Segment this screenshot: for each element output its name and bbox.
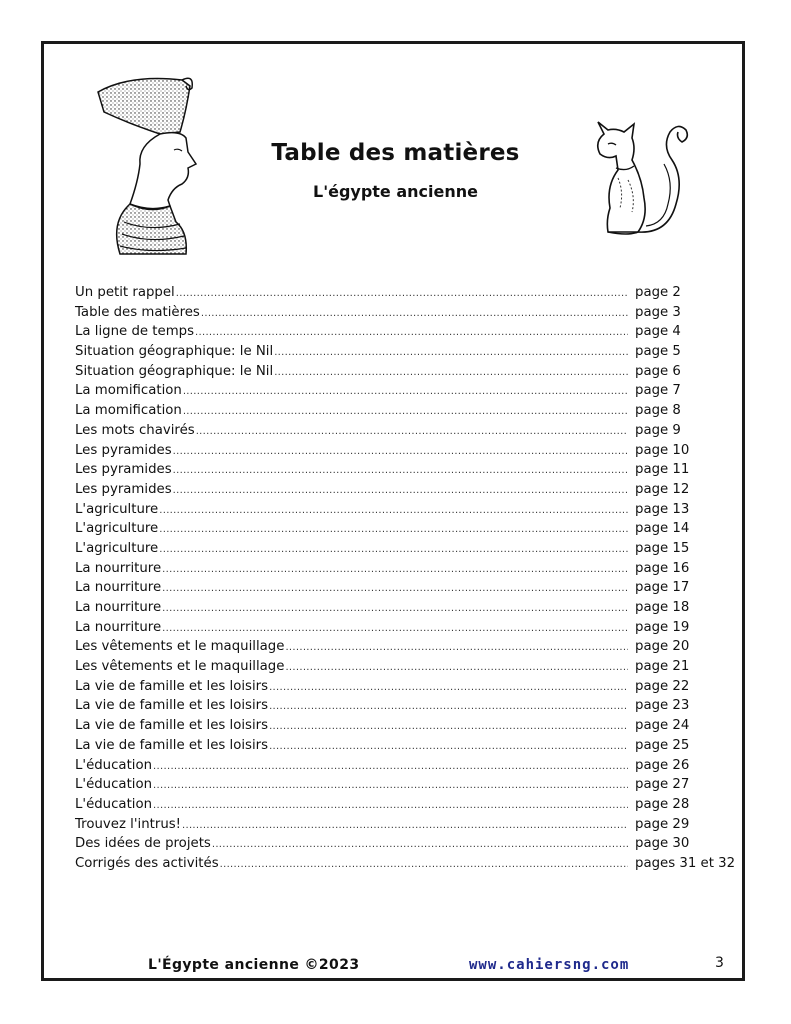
toc-dot-leader bbox=[173, 442, 628, 462]
toc-entry bbox=[75, 401, 735, 421]
toc-dot-leader bbox=[162, 560, 628, 580]
toc-entry-page: page 16 bbox=[635, 560, 690, 576]
toc-entry-page: page 12 bbox=[635, 481, 690, 497]
toc-dot-leader bbox=[220, 855, 628, 875]
toc-dot-leader bbox=[183, 382, 628, 402]
toc-dot-leader bbox=[182, 816, 628, 836]
toc-dot-leader bbox=[162, 599, 628, 619]
toc-entry bbox=[75, 460, 735, 480]
toc-dot-leader bbox=[162, 619, 628, 639]
toc-entry-title: L'éducation bbox=[75, 757, 153, 773]
toc-entry bbox=[75, 677, 735, 697]
footer-book-title: L'Égypte ancienne ©2023 bbox=[148, 957, 360, 973]
toc-entry-page: page 19 bbox=[635, 619, 690, 635]
toc-entry-page: page 14 bbox=[635, 521, 690, 537]
toc-entry bbox=[75, 618, 735, 638]
toc-dot-leader bbox=[153, 757, 628, 777]
toc-entry bbox=[75, 421, 735, 441]
toc-entry bbox=[75, 342, 735, 362]
toc-entry-title: Les vêtements et le maquillage bbox=[75, 659, 285, 675]
toc-dot-leader bbox=[269, 717, 628, 737]
footer-website-link[interactable]: www.cahiersng.com bbox=[469, 957, 630, 973]
toc-entry-page: page 11 bbox=[635, 462, 690, 478]
toc-entry-title: La momification bbox=[75, 403, 182, 419]
toc-entry bbox=[75, 795, 735, 815]
toc-entry-page: page 27 bbox=[635, 777, 690, 793]
toc-entry-page: page 23 bbox=[635, 698, 690, 714]
toc-entry bbox=[75, 736, 735, 756]
toc-entry-title: La vie de famille et les loisirs bbox=[75, 718, 269, 734]
toc-entry-title: La momification bbox=[75, 383, 182, 399]
toc-dot-leader bbox=[212, 835, 628, 855]
toc-entry-title: Corrigés des activités bbox=[75, 855, 219, 871]
toc-entry bbox=[75, 500, 735, 520]
toc-entry-title: Les pyramides bbox=[75, 462, 172, 478]
toc-entry-page: page 6 bbox=[635, 363, 681, 379]
toc-entry bbox=[75, 441, 735, 461]
toc-entry-page: page 24 bbox=[635, 718, 690, 734]
toc-entry-title: La vie de famille et les loisirs bbox=[75, 698, 269, 714]
toc-entry-title: La nourriture bbox=[75, 600, 162, 615]
toc-dot-leader bbox=[285, 658, 628, 678]
toc-entry-page: page 10 bbox=[635, 442, 690, 458]
toc-entry-page: page 5 bbox=[635, 344, 681, 360]
toc-dot-leader bbox=[159, 540, 628, 560]
toc-entry-page: page 29 bbox=[635, 816, 690, 832]
toc-dot-leader bbox=[173, 461, 628, 481]
toc-entry bbox=[75, 756, 735, 776]
document-subtitle: L'égypte ancienne bbox=[313, 182, 478, 201]
document-title: Table des matières bbox=[271, 140, 520, 166]
toc-entry-title: Un petit rappel bbox=[75, 285, 175, 300]
toc-entry-page: page 17 bbox=[635, 580, 690, 596]
toc-entry-title: L'agriculture bbox=[75, 540, 159, 556]
toc-entry-title: Les vêtements et le maquillage bbox=[75, 639, 285, 655]
toc-entry-title: Les pyramides bbox=[75, 442, 172, 458]
toc-entry-page: page 15 bbox=[635, 540, 690, 556]
toc-entry-page: page 13 bbox=[635, 501, 690, 517]
toc-entry bbox=[75, 815, 735, 835]
toc-entry bbox=[75, 834, 735, 854]
toc-entry-title: Situation géographique: le Nil bbox=[75, 344, 274, 360]
toc-entry-page: page 2 bbox=[635, 285, 681, 300]
toc-entry bbox=[75, 322, 735, 342]
toc-entry-page: page 4 bbox=[635, 324, 681, 340]
toc-dot-leader bbox=[159, 501, 628, 521]
toc-entry-page: page 22 bbox=[635, 678, 690, 694]
toc-dot-leader bbox=[201, 304, 628, 324]
toc-entry bbox=[75, 657, 735, 677]
toc-dot-leader bbox=[195, 323, 628, 343]
toc-entry bbox=[75, 775, 735, 795]
toc-entry-title: La nourriture bbox=[75, 580, 162, 596]
toc-entry-title: Table des matières bbox=[75, 304, 200, 320]
toc-dot-leader bbox=[269, 678, 628, 698]
toc-entry bbox=[75, 559, 735, 579]
toc-entry bbox=[75, 381, 735, 401]
toc-entry-page: page 7 bbox=[635, 383, 681, 399]
toc-entry-title: L'agriculture bbox=[75, 501, 159, 517]
toc-entry bbox=[75, 696, 735, 716]
toc-entry-title: L'éducation bbox=[75, 796, 153, 812]
toc-dot-leader bbox=[183, 402, 628, 422]
toc-entry-page: page 21 bbox=[635, 659, 690, 675]
egyptian-cat-icon bbox=[588, 108, 693, 238]
toc-dot-leader bbox=[159, 520, 628, 540]
toc-entry-title: La nourriture bbox=[75, 560, 162, 576]
table-of-contents bbox=[75, 283, 735, 874]
toc-entry-title: Situation géographique: le Nil bbox=[75, 363, 274, 379]
toc-dot-leader bbox=[173, 481, 628, 501]
toc-entry bbox=[75, 362, 735, 382]
toc-entry bbox=[75, 854, 735, 874]
toc-entry-title: La vie de famille et les loisirs bbox=[75, 678, 269, 694]
toc-dot-leader bbox=[153, 776, 628, 796]
toc-dot-leader bbox=[153, 796, 628, 816]
toc-entry-page: page 26 bbox=[635, 757, 690, 773]
toc-entry-page: page 30 bbox=[635, 836, 690, 852]
toc-entry bbox=[75, 283, 735, 303]
toc-entry bbox=[75, 539, 735, 559]
toc-entry bbox=[75, 303, 735, 323]
toc-entry bbox=[75, 578, 735, 598]
toc-entry-page: page 25 bbox=[635, 737, 690, 753]
toc-dot-leader bbox=[176, 284, 628, 304]
toc-dot-leader bbox=[269, 697, 628, 717]
toc-entry-page: page 8 bbox=[635, 403, 681, 419]
toc-entry-title: L'agriculture bbox=[75, 521, 159, 537]
toc-entry-page: page 18 bbox=[635, 600, 690, 615]
toc-entry-page: page 3 bbox=[635, 304, 681, 320]
toc-entry-title: La vie de famille et les loisirs bbox=[75, 737, 269, 753]
toc-entry bbox=[75, 519, 735, 539]
toc-entry bbox=[75, 716, 735, 736]
footer-page-number: 3 bbox=[715, 955, 724, 971]
toc-entry-page: pages 31 et 32 bbox=[635, 855, 736, 871]
toc-entry bbox=[75, 480, 735, 500]
toc-entry-title: Les pyramides bbox=[75, 481, 172, 497]
toc-dot-leader bbox=[269, 737, 628, 757]
toc-entry-title: L'éducation bbox=[75, 777, 153, 793]
toc-entry-page: page 9 bbox=[635, 422, 681, 438]
toc-dot-leader bbox=[285, 638, 628, 658]
toc-dot-leader bbox=[274, 363, 628, 383]
toc-entry-title: Les mots chavirés bbox=[75, 422, 195, 438]
toc-entry bbox=[75, 637, 735, 657]
toc-entry-title: Des idées de projets bbox=[75, 836, 211, 852]
toc-entry-page: page 28 bbox=[635, 796, 690, 812]
toc-dot-leader bbox=[162, 579, 628, 599]
toc-entry-title: Trouvez l'intrus! bbox=[75, 816, 181, 832]
toc-entry-page: page 20 bbox=[635, 639, 690, 655]
toc-dot-leader bbox=[196, 422, 628, 442]
toc-entry bbox=[75, 598, 735, 618]
toc-entry-title: La nourriture bbox=[75, 619, 162, 635]
toc-entry-title: La ligne de temps bbox=[75, 324, 195, 340]
toc-dot-leader bbox=[274, 343, 628, 363]
